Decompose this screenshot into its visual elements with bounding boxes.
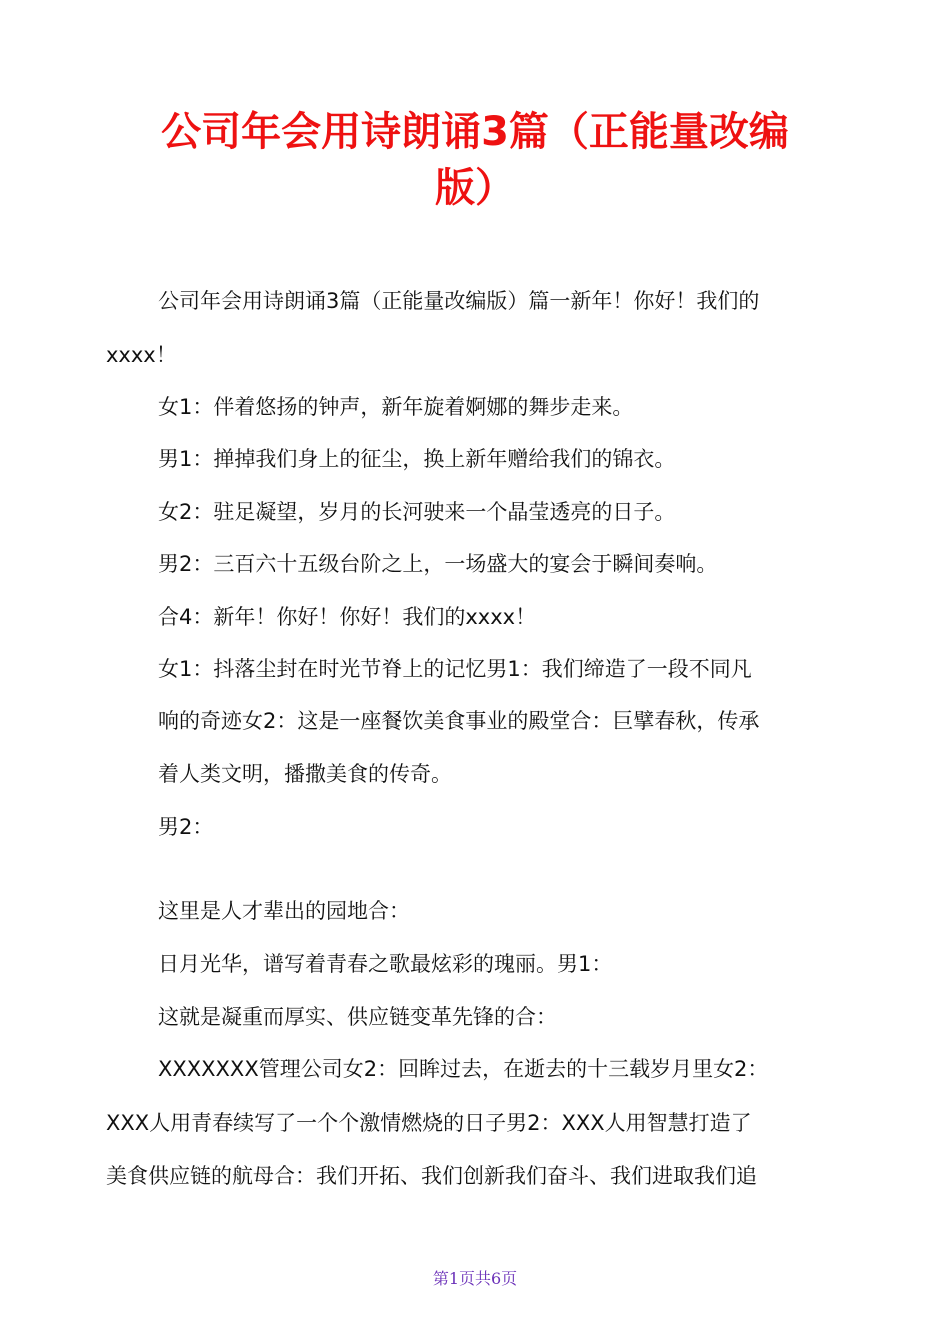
body-line: 男1：掸掉我们身上的征尘，换上新年赠给我们的锦衣。 [158, 447, 676, 471]
title-line-1: 公司年会用诗朗诵3篇（正能量改编 [161, 109, 789, 155]
body-line: 响的奇迹女2：这是一座餐饮美食事业的殿堂合：巨擘春秋，传承 [158, 709, 760, 733]
body-line: 女2：驻足凝望，岁月的长河驶来一个晶莹透亮的日子。 [158, 500, 676, 524]
body-line: 男2： [158, 815, 214, 839]
document-title [100, 104, 850, 216]
body-line: 男2：三百六十五级台阶之上，一场盛大的宴会于瞬间奏响。 [158, 552, 718, 576]
body-line: 日月光华，谱写着青春之歌最炫彩的瑰丽。男1： [158, 952, 613, 976]
body-line: 女1：抖落尘封在时光节脊上的记忆男1：我们缔造了一段不同凡 [158, 657, 752, 681]
body-line: 这就是凝重而厚实、供应链变革先锋的合： [158, 1005, 557, 1029]
body-line: 这里是人才辈出的园地合： [158, 899, 410, 923]
body-line: 公司年会用诗朗诵3篇（正能量改编版）篇一新年！你好！我们的 [158, 289, 760, 313]
page-footer: 第1页共6页 [432, 1269, 518, 1288]
body-line: 美食供应链的航母合：我们开拓、我们创新我们奋斗、我们进取我们追 [106, 1164, 757, 1188]
title-line-2: 版） [435, 165, 515, 211]
body-line: 合4：新年！你好！你好！我们的xxxx！ [158, 605, 537, 629]
body-line: 女1：伴着悠扬的钟声，新年旋着婀娜的舞步走来。 [158, 395, 634, 419]
body-line: XXXXXXX管理公司女2：回眸过去，在逝去的十三载岁月里女2： [158, 1057, 769, 1081]
body-line: XXX人用青春续写了一个个激情燃烧的日子男2：XXX人用智慧打造了 [106, 1111, 752, 1135]
body-line: xxxx！ [106, 343, 177, 367]
body-line: 着人类文明，播撒美食的传奇。 [158, 762, 452, 786]
